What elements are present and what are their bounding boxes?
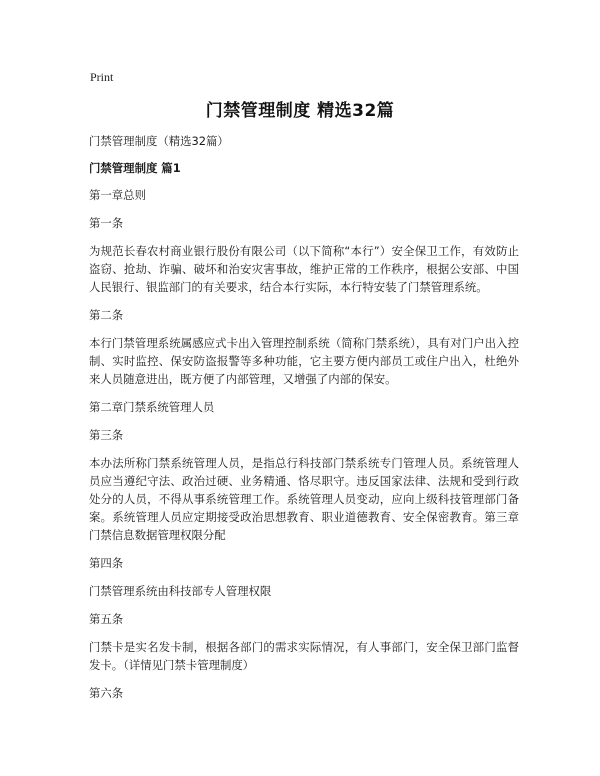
article-1-text: 为规范长春农村商业银行股份有限公司（以下简称“本行”）安全保卫工作，有效防止盗窃、抢劫、诈骗、破坏和治安灾害事故，维护正常的工作秩序，根据公安部、中国人民银行、银监部门的有关要求，结合本行实际，本行特安装了门禁管理系统。	[89, 244, 519, 294]
section-heading: 门禁管理制度 篇1	[89, 161, 181, 175]
document-subtitle: 门禁管理制度（精选32篇）	[89, 134, 229, 148]
article-heading-1: 第一条	[89, 216, 124, 230]
chapter-heading-1: 第一章总则	[89, 188, 146, 202]
article-heading-4: 第四条	[89, 556, 124, 570]
print-label[interactable]: Print	[90, 70, 114, 84]
chapter-heading-2: 第二章门禁系统管理人员	[89, 400, 215, 414]
article-5-text: 门禁卡是实名发卡制，根据各部门的需求实际情况，有人事部门，安全保卫部门监督发卡。（详情见门禁卡管理制度）	[89, 640, 519, 672]
page-title: 门禁管理制度 精选32篇	[205, 101, 395, 121]
document-body	[89, 132, 519, 712]
article-heading-3: 第三条	[89, 428, 124, 442]
article-heading-6: 第六条	[89, 686, 124, 700]
article-heading-2: 第二条	[89, 308, 124, 322]
article-heading-5: 第五条	[89, 612, 124, 626]
article-3-text: 本办法所称门禁系统管理人员，是指总行科技部门禁系统专门管理人员。系统管理人员应当遵纪守法、政治过硬、业务精通、恪尽职守。违反国家法律、法规和受到行政处分的人员，不得从事系统管理工作。系统管理人员变动，应向上级科技管理部门备案。系统管理人员应定期接受政治思想教育、职业道德教育、安全保密教育。第三章门禁信息数据管理权限分配	[89, 456, 519, 542]
article-4-text: 门禁管理系统由科技部专人管理权限	[89, 584, 272, 598]
article-2-text: 本行门禁管理系统属感应式卡出入管理控制系统（简称门禁系统），具有对门户出入控制、实时监控、保安防盗报警等多种功能，它主要方便内部员工或住户出入，杜绝外来人员随意进出，既方便了内部管理，又增强了内部的保安。	[89, 336, 519, 386]
